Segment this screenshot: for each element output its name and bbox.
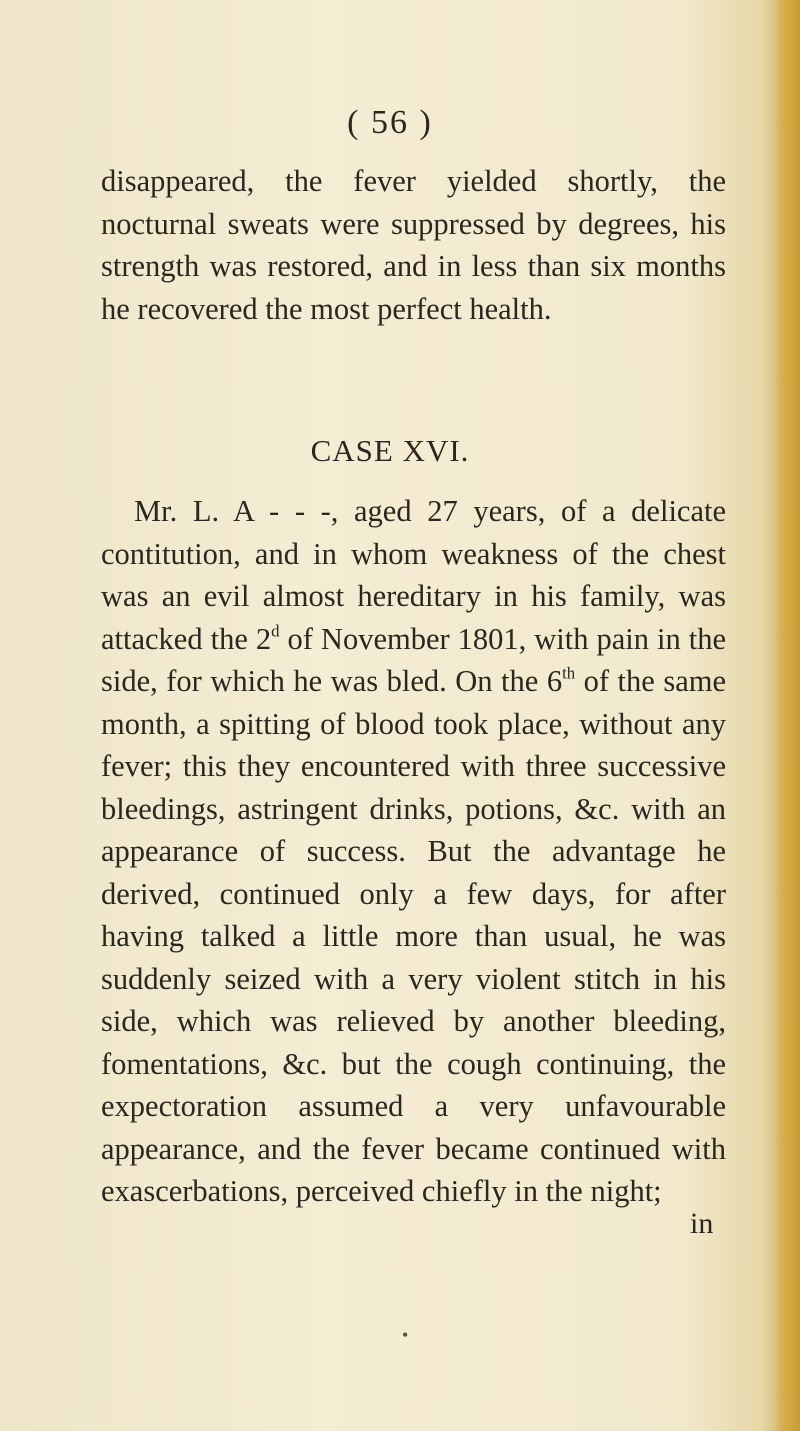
catchword: in <box>690 1207 714 1240</box>
ink-mark: • <box>402 1325 409 1345</box>
text-run: Mr. L. A - - -, aged 27 years, of a delicate contitution, and in whom weakness of the chest was an evil almost hereditary in his family, was attacked the 2 <box>101 494 726 656</box>
page-edge <box>774 0 800 1431</box>
superscript: d <box>271 620 280 640</box>
case-heading: CASE XVI. <box>310 433 470 468</box>
superscript: th <box>562 663 576 683</box>
paragraph-continued: disappeared, the fever yielded shortly, the nocturnal sweats were suppressed by degrees, his strength was restored, and in less than six months he recovered the most perfect health. <box>101 164 726 326</box>
text-run: of November 1801, with pain in the side, for which he was bled. On the 6 <box>101 621 727 698</box>
page-number: ( 56 ) <box>347 104 433 141</box>
text-run: of the same month, a spitting of blood took place, without any fever; this they encountered with three successive bleedings, astringent drinks, potions, &c. with an appearance of success. But the advantage he derived, continued only a few days, for after having talked a little more than usual, he was suddenly seized with a very violent stitch in his side, which was relieved by another bleeding, fomentations, &c. but the cough continuing, the expectoration assumed a very unfavourable appearance, and the fever became continued with exascerbations, perceived chiefly in the night; <box>101 664 726 1208</box>
paragraph-case-xvi <box>101 490 726 1213</box>
